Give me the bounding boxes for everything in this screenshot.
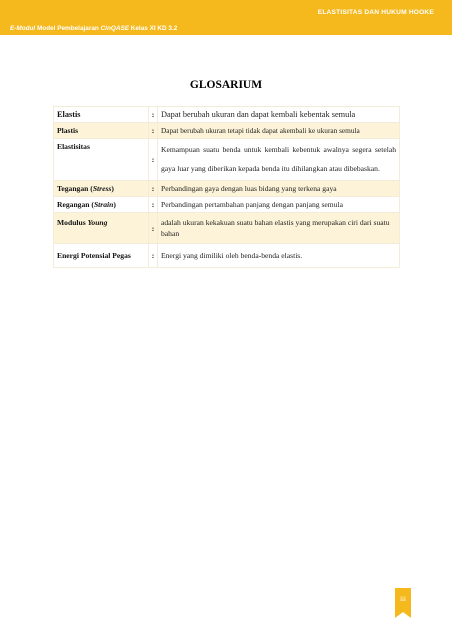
glossary-term-english: Strain — [93, 200, 114, 209]
glossary-definition: Perbandingan gaya dengan luas bidang yang terkena gaya — [158, 181, 400, 197]
glossary-row — [54, 123, 400, 139]
glossary-term — [54, 213, 149, 244]
glossary-colon: : — [149, 181, 158, 197]
glossary-term: Energi Potensial Pegas — [54, 244, 149, 268]
glossary-term: Regangan (Strain) — [54, 197, 149, 213]
glossary-colon: : — [149, 197, 158, 213]
glossary-term: Plastis — [54, 123, 149, 139]
subtitle-class: Kelas XI KD 3.2 — [128, 25, 178, 32]
glossary-term-text: Regangan — [57, 200, 90, 209]
glossary-definition: Perbandingan pertambahan panjang dengan panjang semula — [158, 197, 400, 213]
glossary-row — [54, 139, 400, 181]
module-subtitle — [10, 25, 177, 32]
glossary-term-text: Modulus — [57, 218, 86, 227]
glossary-colon: : — [149, 107, 158, 123]
subtitle-emodul: E-Modul — [10, 25, 36, 32]
glossary-row — [54, 197, 400, 213]
header-band — [0, 0, 452, 35]
page-number-ribbon — [395, 588, 411, 612]
glossary-term: Tegangan (Stress) — [54, 181, 149, 197]
subtitle-cinqase: CinQASE — [100, 25, 129, 32]
glossary-row — [54, 244, 400, 268]
page-title: GLOSARIUM — [189, 79, 263, 91]
glossary-term-english: Young — [87, 218, 108, 227]
page-number: iii — [400, 595, 406, 603]
glossary-definition: Kemampuan suatu benda untuk kembali kebentuk awalnya segera setelah gaya luar yang diberikan kepada benda itu dihilangkan atau dibebaskan. — [158, 139, 400, 181]
glossary-term-english: Stress — [92, 184, 112, 193]
glossary-colon: : — [149, 139, 158, 181]
glossary-colon: : — [149, 244, 158, 268]
glossary-term: Elastis — [54, 107, 149, 123]
glossary-definition: Energi yang dimiliki oleh benda-benda elastis. — [158, 244, 400, 268]
glossary-table — [53, 106, 400, 268]
glossary-term: Elastisitas — [54, 139, 149, 181]
glossary-term-text: Tegangan — [57, 184, 89, 193]
glossary-row — [54, 107, 400, 123]
glossary-colon: : — [149, 213, 158, 244]
glossary-colon: : — [149, 123, 158, 139]
module-title: ELASTISITAS DAN HUKUM HOOKE — [317, 9, 434, 16]
glossary-row — [54, 181, 400, 197]
subtitle-model: Model Pembelajaran — [35, 25, 101, 32]
glossary-definition: adalah ukuran kekakuan suatu bahan elastis yang merupakan ciri dari suatu bahan — [158, 213, 400, 244]
glossary-row — [54, 213, 400, 244]
glossary-definition: Dapat berubah ukuran tetapi tidak dapat akembali ke ukuran semula — [158, 123, 400, 139]
glossary-definition: Dapat berubah ukuran dan dapat kembali kebentak semula — [158, 107, 400, 123]
